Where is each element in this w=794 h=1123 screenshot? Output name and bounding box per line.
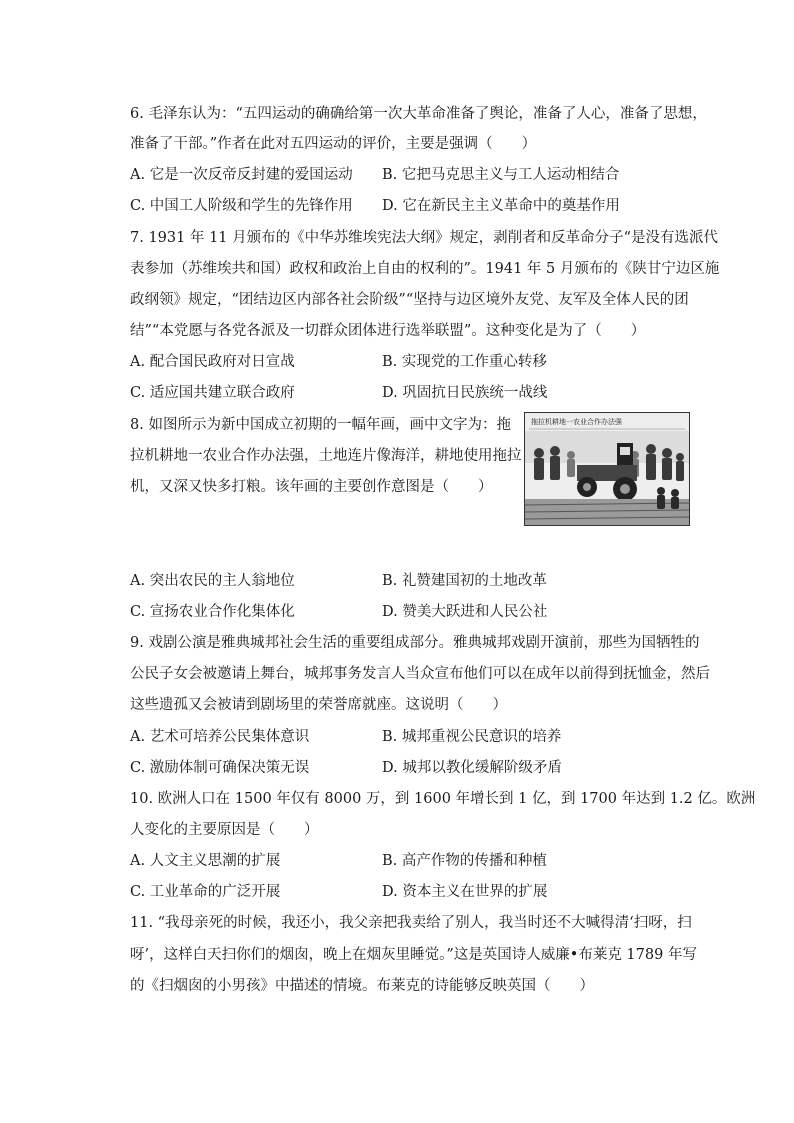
question-9-option-a[interactable]: A. 艺术可培养公民集体意识 — [130, 729, 310, 745]
question-6-line-1: 6. 毛泽东认为：“五四运动的确确给第一次大革命准备了舆论，准备了人心，准备了思想， — [130, 106, 707, 122]
question-9-option-d[interactable]: D. 城邦以教化缓解阶级矛盾 — [382, 760, 562, 776]
question-7-option-d[interactable]: D. 巩固抗日民族统一战线 — [382, 385, 548, 401]
question-8-option-b[interactable]: B. 礼赞建国初的土地改革 — [382, 573, 547, 589]
question-6-option-c[interactable]: C. 中国工人阶级和学生的先锋作用 — [130, 198, 353, 214]
question-11-line-3: 的《扫烟囱的小男孩》中描述的情境。布莱克的诗能够反映英国（ ） — [130, 978, 594, 994]
question-10-option-b[interactable]: B. 高产作物的传播和种植 — [382, 853, 547, 869]
question-9-option-b[interactable]: B. 城邦重视公民意识的培养 — [382, 729, 562, 745]
question-10-option-d[interactable]: D. 资本主义在世界的扩展 — [382, 884, 548, 900]
question-9-line-3: 这些遗孤又会被请到剧场里的荣誉席就座。这说明（ ） — [130, 697, 507, 713]
question-6-option-d[interactable]: D. 它在新民主主义革命中的奠基作用 — [382, 198, 620, 214]
question-8-line-2: 拉机耕地一农业合作办法强，土地连片像海洋，耕地使用拖拉 — [130, 448, 522, 464]
question-7-line-4: 结”“本党愿与各党各派及一切群众团体进行选举联盟”。这种变化是为了（ ） — [130, 323, 646, 339]
painting-illustration — [525, 413, 689, 525]
question-8-option-a[interactable]: A. 突出农民的主人翁地位 — [130, 573, 295, 589]
question-11-line-1: 11. “我母亲死的时候，我还小，我父亲把我卖给了别人，我当时还不大喊得清‘扫呀，扫 — [130, 915, 692, 931]
question-7-option-a[interactable]: A. 配合国民政府对日宣战 — [130, 354, 295, 370]
question-8-option-c[interactable]: C. 宣扬农业合作化集体化 — [130, 604, 295, 620]
question-7-line-1: 7. 1931 年 11 月颁布的《中华苏维埃宪法大纲》规定，剥削者和反革命分子“是没有选派代 — [130, 230, 719, 246]
question-6-line-2: 准备了干部。”作者在此对五四运动的评价，主要是强调（ ） — [130, 136, 537, 152]
question-10-line-1: 10. 欧洲人口在 1500 年仅有 8000 万，到 1600 年增长到 1 亿，到 1700 年达到 1.2 亿。欧洲 — [130, 791, 756, 807]
question-8-line-1: 8. 如图所示为新中国成立初期的一幅年画，画中文字为：拖 — [130, 417, 511, 433]
question-10-option-a[interactable]: A. 人文主义思潮的扩展 — [130, 853, 281, 869]
question-8-option-d[interactable]: D. 赞美大跃进和人民公社 — [382, 604, 548, 620]
question-7-line-3: 政纲领》规定，“团结边区内部各社会阶级”“坚持与边区境外友党、友军及全体人民的团 — [130, 292, 689, 308]
question-9-line-2: 公民子女会被邀请上舞台，城邦事务发言人当众宣布他们可以在成年以前得到抚恤金，然后 — [130, 666, 710, 682]
new-year-painting-image — [524, 412, 690, 526]
question-9-option-c[interactable]: C. 激励体制可确保决策无误 — [130, 760, 310, 776]
question-11-line-2: 呀’，这样白天扫你们的烟囱，晚上在烟灰里睡觉。”这是英国诗人威廉•布莱克 1789 年写 — [130, 947, 697, 963]
question-10-line-2: 人变化的主要原因是（ ） — [130, 822, 319, 838]
question-7-line-2: 表参加（苏维埃共和国）政权和政治上自由的权利的”。1941 年 5 月颁布的《陕甘宁边区施 — [130, 261, 720, 277]
question-7-option-b[interactable]: B. 实现党的工作重心转移 — [382, 354, 547, 370]
question-10-option-c[interactable]: C. 工业革命的广泛开展 — [130, 884, 281, 900]
question-8-line-3: 机，又深又快多打粮。该年画的主要创作意图是（ ） — [130, 479, 493, 495]
question-9-line-1: 9. 戏剧公演是雅典城邦社会生活的重要组成部分。雅典城邦戏剧开演前，那些为国牺牲的 — [130, 635, 700, 651]
question-6-option-b[interactable]: B. 它把马克思主义与工人运动相结合 — [382, 167, 620, 183]
question-6-option-a[interactable]: A. 它是一次反帝反封建的爱国运动 — [130, 167, 353, 183]
question-7-option-c[interactable]: C. 适应国共建立联合政府 — [130, 385, 295, 401]
painting-caption: 拖拉机耕地一农业合作办法强 — [531, 418, 622, 426]
